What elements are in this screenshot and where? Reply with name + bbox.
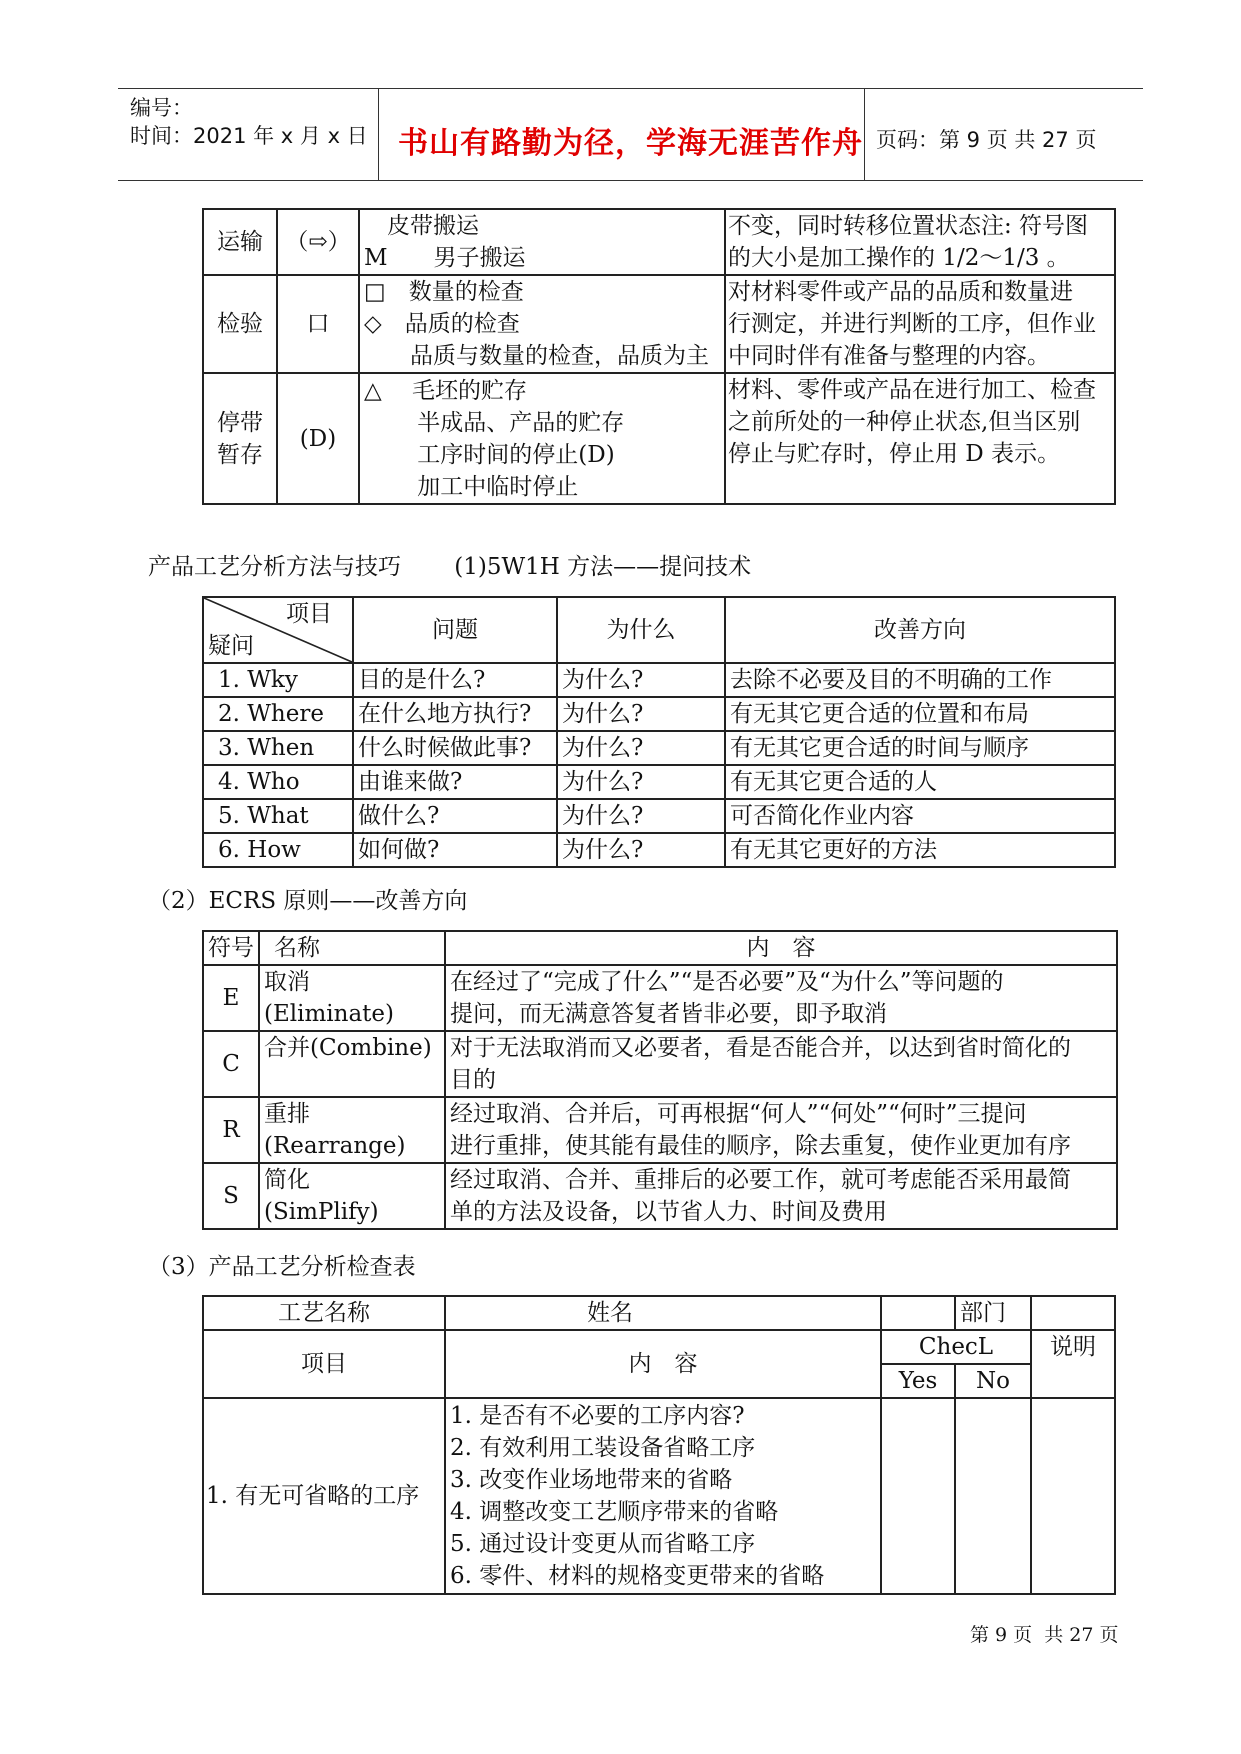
process-desc-line: 行测定，并进行判断的工序，但作业	[728, 311, 1096, 337]
header-top-rule	[118, 88, 1143, 89]
process-symbol: (D)	[277, 373, 359, 504]
process-desc-line: 材料、零件或产品在进行加工、检查	[728, 377, 1096, 403]
note-cell[interactable]	[1031, 1398, 1115, 1594]
process-desc-line: 不变，同时转移位置状态注: 符号图	[728, 213, 1089, 239]
craft-name-label: 工艺名称	[203, 1296, 445, 1330]
table-row	[203, 833, 1115, 867]
table-header-row	[203, 1330, 1115, 1364]
process-desc	[725, 275, 1115, 373]
question-cell: 5. What	[203, 799, 353, 833]
ecrs-content-line: 对于无法取消而又必要者，看是否能合并，以达到省时简化的	[450, 1035, 1071, 1061]
problem-cell: 目的是什么?	[353, 663, 557, 697]
table-row	[203, 1097, 1117, 1163]
ecrs-content-line: 目的	[450, 1067, 496, 1093]
ecrs-content	[445, 1163, 1117, 1229]
improve-cell: 有无其它更好的方法	[725, 833, 1115, 867]
why-cell: 为什么?	[557, 697, 725, 731]
header-bottom-rule	[118, 180, 1143, 181]
improve-cell: 可否简化作业内容	[725, 799, 1115, 833]
column-header: 符号	[203, 931, 259, 965]
question-cell: 3. When	[203, 731, 353, 765]
checklist-content-line: 1. 是否有不必要的工序内容?	[450, 1403, 745, 1429]
why-cell: 为什么?	[557, 833, 725, 867]
table-row	[203, 1031, 1117, 1097]
check-header: ChecL	[881, 1330, 1031, 1364]
process-desc	[725, 373, 1115, 504]
checklist-content-line: 3. 改变作业场地带来的省略	[450, 1467, 733, 1493]
column-header: 内 容	[445, 931, 1117, 965]
process-desc-line: 停止与贮存时，停止用 D 表示。	[728, 441, 1061, 467]
ecrs-name	[259, 1031, 445, 1097]
section-title-checklist: （3）产品工艺分析检查表	[148, 1254, 416, 1280]
table-row	[203, 373, 1115, 504]
table-header-row	[203, 597, 1115, 663]
process-desc-line: 对材料零件或产品的品质和数量进	[728, 279, 1073, 305]
improve-cell: 有无其它更合适的时间与顺序	[725, 731, 1115, 765]
header-page-label: 页码：第 9 页 共 27 页	[876, 128, 1097, 152]
process-items	[359, 209, 725, 275]
question-cell: 2. Where	[203, 697, 353, 731]
process-name-line: 停带	[217, 409, 263, 436]
ecrs-table	[202, 930, 1118, 1230]
why-cell: 为什么?	[557, 663, 725, 697]
process-desc-line: 之前所处的一种停止状态,但当区别	[728, 409, 1081, 435]
footer-page-number: 第 9 页 共 27 页	[970, 1624, 1119, 1646]
process-item: 工序时间的停止(D)	[364, 441, 615, 468]
ecrs-content-line: 经过取消、合并、重排后的必要工作，就可考虑能否采用最简	[450, 1167, 1071, 1193]
ecrs-name-line: 取消	[264, 969, 310, 995]
header-motto: 书山有路勤为径，学海无涯苦作舟	[398, 126, 863, 161]
section-title-ecrs: （2）ECRS 原则——改善方向	[148, 888, 468, 914]
ecrs-symbol: E	[203, 965, 259, 1031]
ecrs-content-line: 进行重排，使其能有最佳的顺序，除去重复，使作业更加有序	[450, 1133, 1071, 1159]
ecrs-name-line: 重排	[264, 1101, 310, 1127]
header-divider-right	[864, 88, 865, 181]
process-item: 品质与数量的检查，品质为主	[364, 343, 709, 369]
checklist-table	[202, 1295, 1116, 1595]
header-divider-left	[378, 88, 379, 181]
process-desc	[725, 209, 1115, 275]
header-time-label: 时间：2021 年 x 月 x 日	[130, 124, 368, 148]
content-header: 内 容	[445, 1330, 881, 1398]
ecrs-content-line: 在经过了“完成了什么”“是否必要”及“为什么”等问题的	[450, 969, 1004, 995]
ecrs-name-line: (Eliminate)	[264, 1001, 394, 1027]
dept-value	[1031, 1296, 1115, 1330]
checklist-content-line: 4. 调整改变工艺顺序带来的省略	[450, 1499, 779, 1525]
process-items	[359, 275, 725, 373]
ecrs-symbol: C	[203, 1031, 259, 1097]
ecrs-content	[445, 1031, 1117, 1097]
person-name-label: 姓名	[445, 1296, 633, 1330]
column-header: 问题	[353, 597, 557, 663]
no-header: No	[955, 1364, 1031, 1398]
yes-cell[interactable]	[881, 1398, 955, 1594]
ecrs-symbol: R	[203, 1097, 259, 1163]
why-cell: 为什么?	[557, 765, 725, 799]
column-header: 改善方向	[725, 597, 1115, 663]
no-cell[interactable]	[955, 1398, 1031, 1594]
improve-cell: 有无其它更合适的位置和布局	[725, 697, 1115, 731]
ecrs-name-line: (Rearrange)	[264, 1133, 406, 1159]
checklist-content-line: 2. 有效利用工装设备省略工序	[450, 1435, 756, 1461]
process-desc-line: 的大小是加工操作的 1/2～1/3 。	[728, 245, 1070, 271]
process-item: 加工中临时停止	[364, 473, 579, 500]
ecrs-content-line: 经过取消、合并后，可再根据“何人”“何处”“何时”三提问	[450, 1101, 1027, 1127]
table-row	[203, 765, 1115, 799]
table-row	[203, 663, 1115, 697]
process-item: 皮带搬运	[364, 213, 479, 239]
ecrs-content	[445, 965, 1117, 1031]
column-header: 名称	[259, 931, 445, 965]
improve-cell: 去除不必要及目的不明确的工作	[725, 663, 1115, 697]
problem-cell: 什么时候做此事?	[353, 731, 557, 765]
question-cell: 1. Wky	[203, 663, 353, 697]
question-cell: 6. How	[203, 833, 353, 867]
process-desc-line: 中同时伴有准备与整理的内容。	[728, 343, 1050, 369]
problem-cell: 做什么?	[353, 799, 557, 833]
checklist-content-line: 5. 通过设计变更从而省略工序	[450, 1531, 756, 1557]
corner-cell	[203, 597, 353, 663]
table-header-row	[203, 931, 1117, 965]
checklist-content-line: 6. 零件、材料的规格变更带来的省略	[450, 1563, 825, 1589]
corner-top-label: 项目	[286, 601, 332, 627]
ecrs-content	[445, 1097, 1117, 1163]
table-row	[203, 275, 1115, 373]
header-code-label: 编号：	[130, 96, 193, 120]
process-name-line: 暂存	[217, 441, 263, 468]
ecrs-content-line: 单的方法及设备，以节省人力、时间及费用	[450, 1199, 887, 1225]
process-item: ◇ 品质的检查	[364, 311, 520, 337]
table-row	[203, 799, 1115, 833]
question-cell: 4. Who	[203, 765, 353, 799]
table-row	[203, 731, 1115, 765]
process-item: △ 毛坯的贮存	[364, 377, 527, 404]
ecrs-content-line: 提问，而无满意答复者皆非必要，即予取消	[450, 1001, 887, 1027]
process-name: 检验	[203, 275, 277, 373]
process-name: 运输	[203, 209, 277, 275]
item-header: 项目	[203, 1330, 445, 1398]
dept-label: 部门	[955, 1296, 1031, 1330]
table-header-row	[203, 1296, 1115, 1330]
process-symbol: （⇨）	[277, 209, 359, 275]
person-name-value	[633, 1296, 881, 1330]
process-name	[203, 373, 277, 504]
table-row	[203, 697, 1115, 731]
yes-header: Yes	[881, 1364, 955, 1398]
why-cell: 为什么?	[557, 731, 725, 765]
problem-cell: 由谁来做?	[353, 765, 557, 799]
problem-cell: 在什么地方执行?	[353, 697, 557, 731]
process-items	[359, 373, 725, 504]
ecrs-name	[259, 965, 445, 1031]
ecrs-name-line: 简化	[264, 1167, 310, 1193]
checklist-item: 1. 有无可省略的工序	[203, 1398, 445, 1594]
problem-cell: 如何做?	[353, 833, 557, 867]
process-symbol-table	[202, 208, 1116, 505]
dept-spacer	[881, 1296, 955, 1330]
table-row	[203, 1398, 1115, 1594]
table-row	[203, 1163, 1117, 1229]
ecrs-name	[259, 1097, 445, 1163]
improve-cell: 有无其它更合适的人	[725, 765, 1115, 799]
process-item: M 男子搬运	[364, 245, 526, 271]
why-cell: 为什么?	[557, 799, 725, 833]
process-item: 半成品、产品的贮存	[364, 409, 625, 436]
column-header: 为什么	[557, 597, 725, 663]
ecrs-name-line: 合并(Combine)	[264, 1035, 432, 1061]
corner-bottom-label: 疑问	[208, 633, 254, 659]
ecrs-name-line: (SimPlify)	[264, 1199, 379, 1225]
checklist-contents	[445, 1398, 881, 1594]
process-symbol: 口	[277, 275, 359, 373]
table-row	[203, 965, 1117, 1031]
section-title-5w1h: 产品工艺分析方法与技巧 (1)5W1H 方法——提问技术	[148, 554, 752, 580]
process-item: □ 数量的检查	[364, 279, 524, 305]
ecrs-name	[259, 1163, 445, 1229]
ecrs-symbol: S	[203, 1163, 259, 1229]
table-row	[203, 209, 1115, 275]
note-header: 说明	[1031, 1330, 1115, 1398]
5w1h-table	[202, 596, 1116, 868]
